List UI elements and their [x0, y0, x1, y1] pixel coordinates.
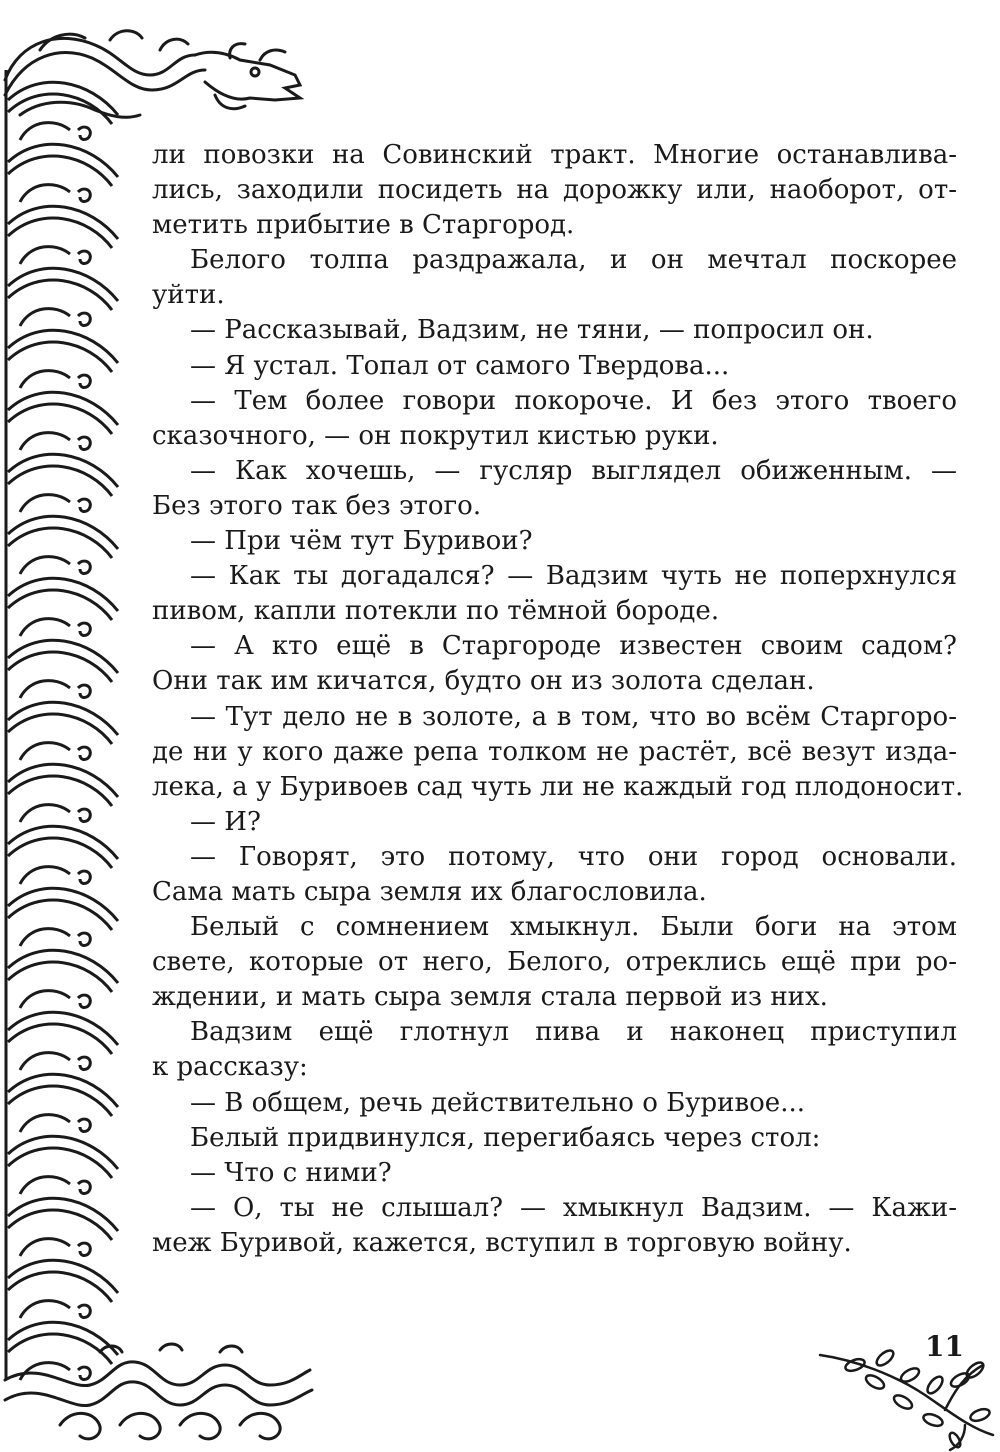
text-line: — Тем более говори покороче. И без этого твоего [190, 385, 957, 416]
text-line: сказочного, — он покрутил кистью руки. [152, 420, 719, 451]
text-line: Белого толпа раздражала, и он мечтал поскорее [190, 245, 957, 276]
text-line: — При чём тут Буривои? [190, 526, 533, 557]
text-line: лека, а у Буривоев сад чуть ли не каждый год плодоносит. [152, 771, 964, 802]
text-line: лись, заходили посидеть на дорожку или, наоборот, от- [152, 175, 957, 206]
page-number: 11 [925, 1330, 964, 1363]
text-line: — Тут дело не в золоте, а в том, что во всём Старгоро- [190, 701, 957, 732]
text-line: метить прибытие в Старгород. [152, 210, 575, 241]
text-line: — Говорят, это потому, что они город основали. [190, 841, 957, 872]
text-line: Они так им кичатся, будто он из золота сделан. [152, 666, 815, 697]
braided-knot-corner-icon [0, 1340, 320, 1450]
text-line: к рассказу: [152, 1052, 308, 1083]
text-line: ли повозки на Совинский тракт. Многие останавлива- [152, 140, 957, 170]
text-line: пивом, капли потекли по тёмной бороде. [152, 596, 720, 627]
dragon-head-icon [0, 20, 310, 130]
text-line: де ни у кого даже репа толком не растёт, всё везут изда- [152, 736, 957, 767]
body-text [152, 138, 964, 1261]
text-line: Белый придвинулся, перегибаясь через стол: [190, 1122, 821, 1153]
text-line: — Рассказывай, Вадзим, не тяни, — попросил он. [190, 315, 874, 346]
text-line: — И? [190, 806, 261, 837]
text-line: — В общем, речь действительно о Буривое... [190, 1087, 805, 1118]
text-line: — Что с ними? [190, 1157, 392, 1188]
text-line: Сама мать сыра земля их благословила. [152, 876, 707, 907]
text-line: Белый с сомнением хмыкнул. Были боги на этом [190, 912, 957, 943]
text-line: — Как ты догадался? — Вадзим чуть не поперхнулся [190, 561, 957, 592]
text-line: — А кто ещё в Старгороде известен своим садом? [190, 631, 957, 662]
text-line: — О, ты не слышал? — хмыкнул Вадзим. — Кажи- [190, 1192, 957, 1223]
leaf-sprig-icon [815, 1340, 1000, 1452]
text-line: — Я устал. Топал от самого Твердова... [190, 350, 730, 381]
text-line: свете, которые от него, Белого, отреклись ещё при ро- [152, 947, 957, 978]
text-line: — Как хочешь, — гусляр выглядел обиженным. — [190, 455, 957, 486]
text-line: Без этого так без этого. [152, 490, 482, 521]
braided-knot-border-icon [0, 0, 140, 1452]
text-line: меж Буривой, кажется, вступил в торговую войну. [152, 1227, 852, 1258]
text-line: уйти. [152, 280, 225, 311]
text-line: Вадзим ещё глотнул пива и наконец приступил [190, 1017, 957, 1048]
text-line: ждении, и мать сыра земля стала первой из них. [152, 982, 828, 1013]
